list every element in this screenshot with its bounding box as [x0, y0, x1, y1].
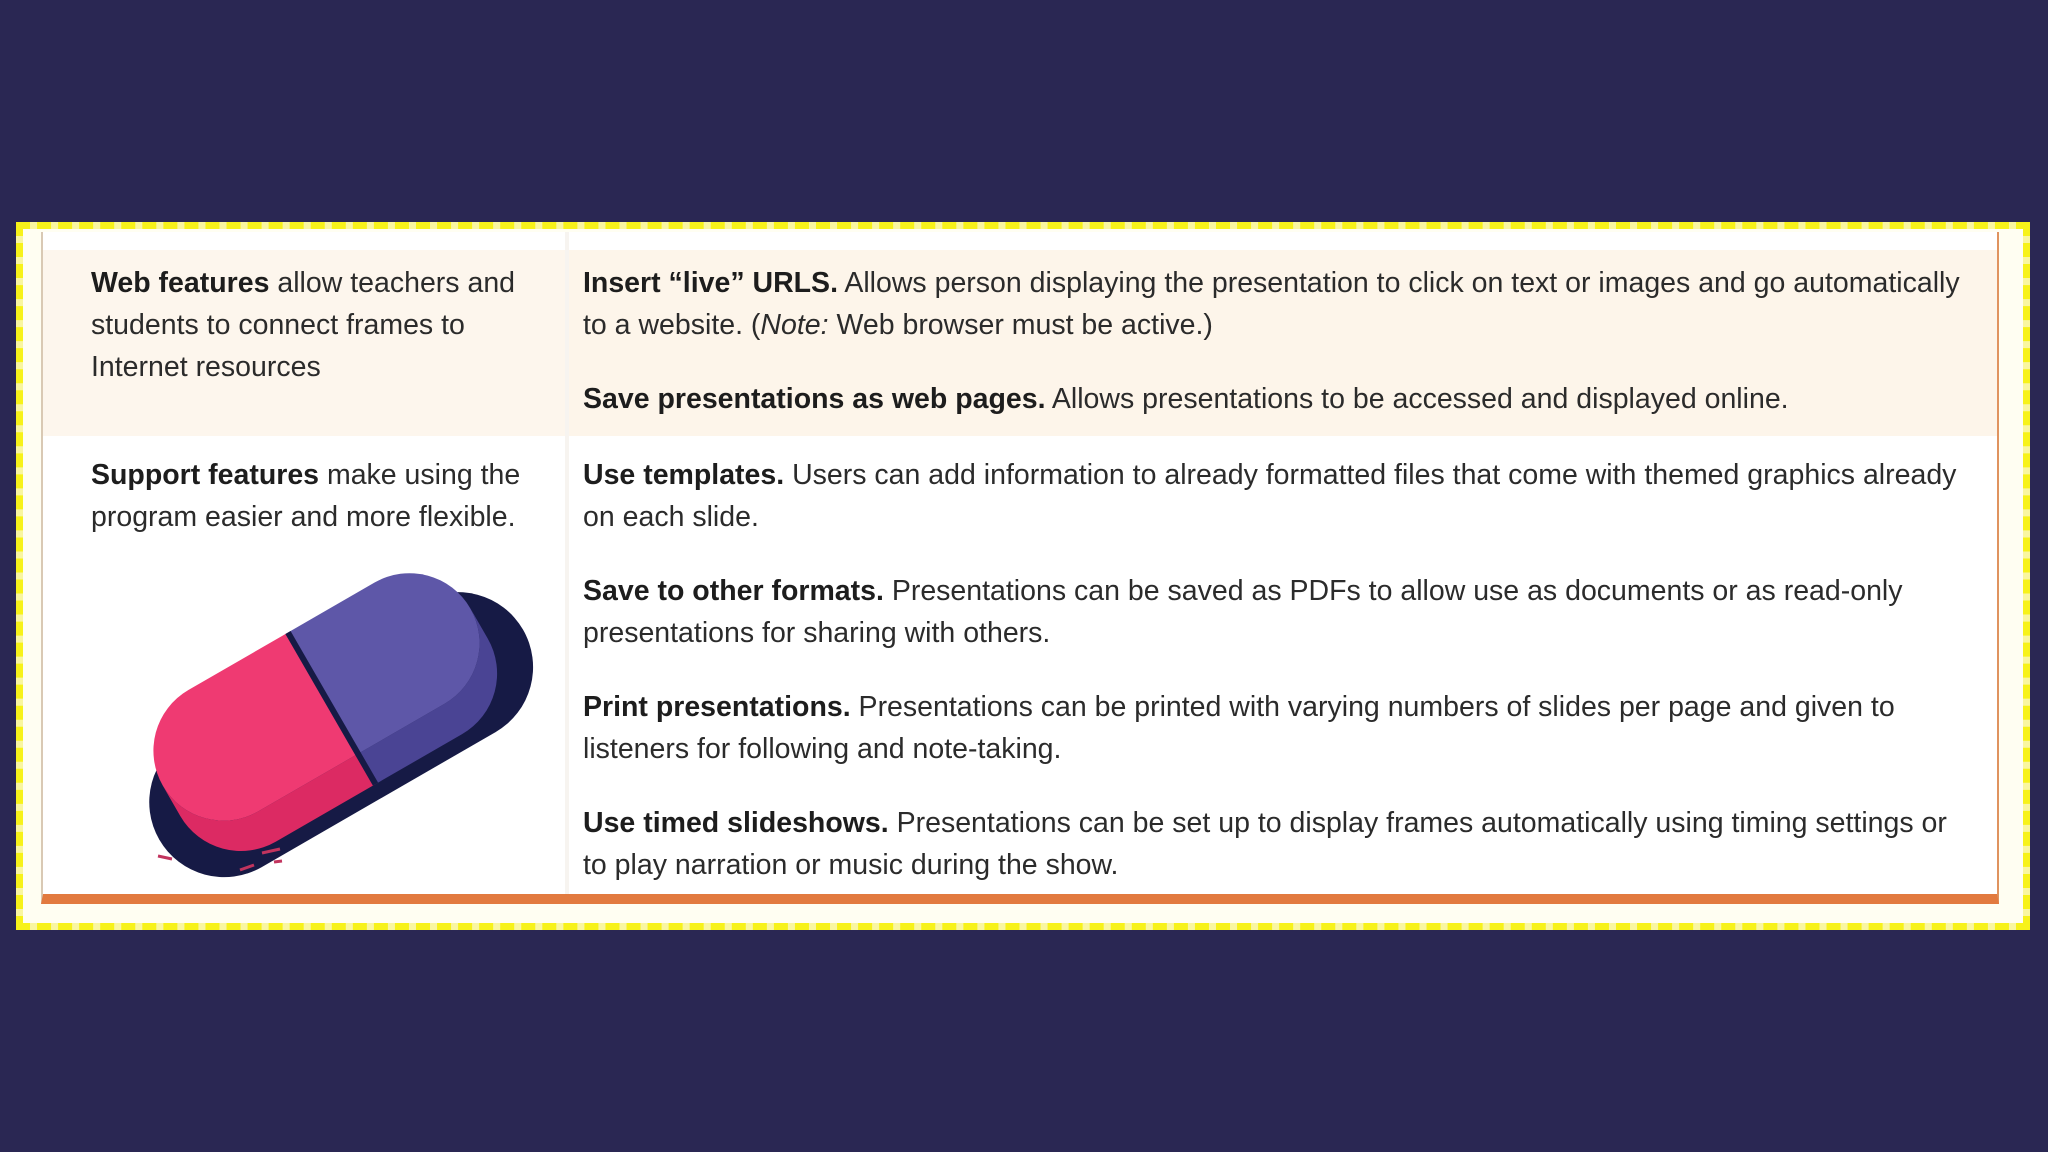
feature-item-title: Save presentations as web pages. [583, 383, 1046, 415]
feature-item-title: Use templates. [583, 459, 785, 491]
feature-item-text: Allows presentations to be accessed and displayed online. [1045, 383, 1789, 415]
web-features-desc: allow teachers and students to connect frames to Internet resources [91, 267, 516, 383]
feature-item [583, 686, 1983, 770]
feature-item-title: Use timed slideshows. [583, 807, 889, 839]
feature-item [583, 454, 1983, 538]
feature-item-text-b: Web browser must be active.) [828, 309, 1213, 341]
feature-item [583, 802, 1973, 886]
feature-item-note: Note: [760, 309, 829, 341]
feature-item-title: Insert “live” URLS. [583, 267, 838, 299]
feature-item-title: Print presentations. [583, 691, 851, 723]
feature-item [583, 378, 1973, 420]
feature-item-text: Presentations can be saved as PDFs to allow use as documents or as read-only presentations for sharing with others. [583, 575, 1903, 649]
web-features-description [91, 262, 561, 388]
web-features-title: Web features [91, 267, 270, 299]
support-features-desc: make using the program easier and more flexible. [91, 459, 521, 533]
feature-item-title: Save to other formats. [583, 575, 884, 607]
eraser-icon [90, 548, 550, 888]
eraser-crumb [274, 861, 282, 862]
feature-item [583, 570, 1973, 654]
feature-item [583, 262, 1973, 346]
feature-item-text-a: Allows person displaying the presentation to click on text or images and go automatically to a website. ( [583, 267, 1960, 341]
eraser-crumb [158, 856, 172, 859]
feature-item-text: Presentations can be set up to display frames automatically using timing settings or to play narration or music during the show. [583, 807, 1947, 881]
support-features-title: Support features [91, 459, 320, 491]
feature-item-text: Users can add information to already formatted files that come with themed graphics already on each slide. [583, 459, 1957, 533]
eraser-illustration [90, 548, 590, 888]
feature-item-text: Presentations can be printed with varying numbers of slides per page and given to listeners for following and note-taking. [583, 691, 1895, 765]
support-features-description [91, 454, 569, 538]
